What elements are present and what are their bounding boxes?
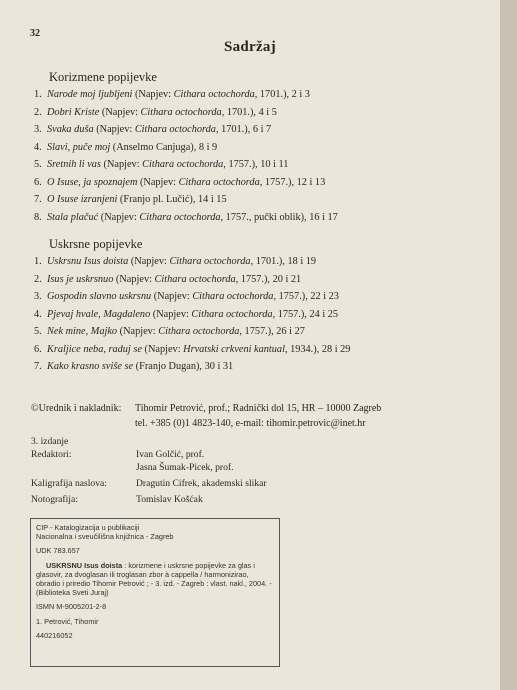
song-title: Gospodin slavno uskrsnu xyxy=(47,291,152,302)
song-number: 6. xyxy=(34,343,42,355)
cip-description xyxy=(36,561,274,598)
song-entry xyxy=(34,306,350,324)
cip-author: 1. Petrović, Tihomir xyxy=(36,616,99,626)
song-info: (Napjev: xyxy=(141,343,184,355)
song-pages: , 1757.), 26 i 27 xyxy=(239,326,305,337)
song-entry xyxy=(34,358,350,376)
song-source: Cithara octochorda xyxy=(173,89,255,100)
song-info: (Napjev: xyxy=(98,211,140,223)
song-info: (Franjo pl. Lučić), 14 i 15 xyxy=(117,194,227,205)
song-number: 2. xyxy=(34,273,42,285)
song-info: (Napjev: xyxy=(117,326,159,337)
song-title: Dobri Kriste xyxy=(47,106,100,118)
song-entry xyxy=(34,139,338,157)
notography-label: Notografija: xyxy=(31,494,78,505)
song-source: Cithara octochorda xyxy=(140,106,222,118)
song-source: Cithara octochorda xyxy=(142,159,224,170)
song-title: Svaka duša xyxy=(47,124,94,135)
cip-udk: UDK 783.657 xyxy=(36,546,80,556)
song-info: (Napjev: xyxy=(113,273,155,285)
song-title: Narode moj ljubljeni xyxy=(47,89,133,100)
song-pages: , 1757.), 22 i 23 xyxy=(273,291,339,302)
song-source: Cithara octochorda xyxy=(154,273,236,285)
song-entry xyxy=(34,191,338,209)
easter-songs-list xyxy=(34,253,350,376)
cip-ismn: ISMN M-9005201-2-8 xyxy=(36,602,107,612)
notography-value: Tomislav Košćak xyxy=(136,494,203,505)
song-entry xyxy=(34,209,338,227)
page-title: Sadržaj xyxy=(223,39,277,55)
next-page-edge xyxy=(500,0,517,690)
song-pages: , 1757.), 12 i 13 xyxy=(259,176,326,188)
cip-id: 440216052 xyxy=(36,630,73,640)
song-entry xyxy=(34,104,338,122)
song-number: 5. xyxy=(34,159,42,170)
song-number: 6. xyxy=(34,176,42,188)
song-entry xyxy=(34,253,350,271)
song-entry xyxy=(34,271,350,289)
song-number: 3. xyxy=(34,124,42,135)
song-number: 1. xyxy=(34,89,42,100)
song-info: (Anselmo Canjuga), 8 i 9 xyxy=(110,141,218,153)
song-info: (Franjo Dugan), 30 i 31 xyxy=(133,361,234,372)
song-title: Slavi, puče moj xyxy=(47,141,111,153)
song-info: (Napjev: xyxy=(100,159,143,170)
song-pages: , 1701.), 4 i 5 xyxy=(221,106,277,118)
song-source: Cithara octochorda xyxy=(192,291,274,302)
calligraphy-label: Kaligrafija naslova: xyxy=(31,478,107,489)
song-pages: , 1701.), 2 i 3 xyxy=(254,89,310,100)
song-title: Uskrsnu Isus doista xyxy=(47,256,129,267)
song-entry xyxy=(34,156,338,174)
song-entry xyxy=(34,323,350,341)
page-number: 32 xyxy=(30,28,40,39)
song-number: 7. xyxy=(34,194,42,205)
song-number: 8. xyxy=(34,211,42,223)
song-number: 4. xyxy=(34,141,42,153)
song-entry xyxy=(34,288,350,306)
song-entry xyxy=(34,86,338,104)
editors-label: Redaktori: xyxy=(31,449,72,460)
song-info: (Napjev: xyxy=(150,308,192,320)
song-number: 7. xyxy=(34,361,42,372)
song-number: 2. xyxy=(34,106,42,118)
song-source: Cithara octochorda xyxy=(139,211,221,223)
song-title: Kraljice neba, raduj se xyxy=(47,343,142,355)
editor-1: Ivan Golčić, prof. xyxy=(136,449,205,460)
song-number: 1. xyxy=(34,256,42,267)
song-entry xyxy=(34,174,338,192)
publisher-label: ©Urednik i nakladnik: xyxy=(31,403,122,414)
song-info: (Napjev: xyxy=(137,176,179,188)
song-pages: , 1757., pučki oblik), 16 i 17 xyxy=(220,211,338,223)
song-title: Kako krasno sviše se xyxy=(47,361,134,372)
song-info: (Napjev: xyxy=(99,106,141,118)
song-source: Cithara octochorda xyxy=(178,176,260,188)
song-info: (Napjev: xyxy=(93,124,135,135)
section-heading-easter: Uskrsne popijevke xyxy=(49,237,143,251)
cip-line-1: CIP - Katalogizacija u publikaciji xyxy=(36,523,140,532)
editor-2: Jasna Šumak-Picek, prof. xyxy=(136,462,234,473)
song-info: (Napjev: xyxy=(151,291,193,302)
song-pages: , 1757.), 10 i 11 xyxy=(223,159,289,170)
song-entry xyxy=(34,121,338,139)
song-title: Stala plačuć xyxy=(47,211,99,223)
song-title: Sretnih li vas xyxy=(47,159,101,170)
calligraphy-value: Dragutin Cifrek, akademski slikar xyxy=(136,478,267,489)
song-title: Nek mine, Majko xyxy=(47,326,118,337)
cip-line-2: Nacionalna i sveučilišna knjižnica - Zagreb xyxy=(36,532,174,542)
song-source: Cithara octochorda xyxy=(191,308,273,320)
publisher-line1: Tihomir Petrović, prof.; Radnički dol 15, HR – 10000 Zagreb xyxy=(135,403,382,414)
song-number: 3. xyxy=(34,291,42,302)
edition: 3. izdanje xyxy=(31,436,69,447)
cip-record-box xyxy=(30,518,280,667)
song-info: (Napjev: xyxy=(132,89,174,100)
song-entry xyxy=(34,341,350,359)
cip-description-title: USKRSNU Isus doista xyxy=(46,560,123,570)
song-pages: , 1934.), 28 i 29 xyxy=(284,343,351,355)
song-info: (Napjev: xyxy=(128,256,170,267)
song-number: 5. xyxy=(34,326,42,337)
cip-description-text: : korizmene i uskrsne popijevke za glas i glasovir, za dvoglasan ili troglasan zbor à cappella / harmonizirao, obradio i priredio Tihomir Petrović ; - 3. izd. - Zagreb : vlast. nakl., 2004. - (Biblioteka Sveti Juraj) xyxy=(36,560,272,598)
song-title: Pjevaj hvale, Magdaleno xyxy=(47,308,151,320)
song-pages: , 1701.), 18 i 19 xyxy=(250,256,317,267)
song-source: Hrvatski crkveni kantual xyxy=(183,343,285,355)
song-title: O Isuse izranjeni xyxy=(47,194,118,205)
song-pages: , 1757.), 24 i 25 xyxy=(272,308,339,320)
publisher-line2: tel. +385 (0)1 4823-140, e-mail: tihomir.petrovic@inet.hr xyxy=(135,418,366,429)
song-pages: , 1701.), 6 i 7 xyxy=(215,124,272,135)
song-source: Cithara octochorda xyxy=(169,256,251,267)
song-number: 4. xyxy=(34,308,42,320)
song-title: O Isuse, ja spoznajem xyxy=(47,176,138,188)
song-source: Cithara octochorda xyxy=(134,124,216,135)
song-pages: , 1757.), 20 i 21 xyxy=(235,273,302,285)
lent-songs-list xyxy=(34,86,338,226)
section-heading-lent: Korizmene popijevke xyxy=(49,70,157,84)
song-source: Cithara octochorda xyxy=(158,326,240,337)
song-title: Isus je uskrsnuo xyxy=(47,273,114,285)
